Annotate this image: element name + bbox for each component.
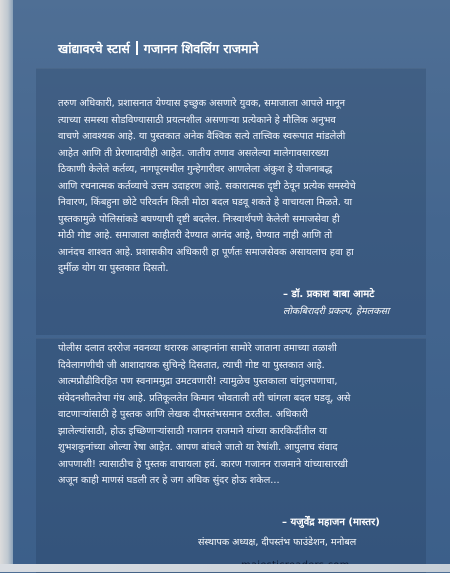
review-line: आहेत आणि ती प्रेरणादायीही आहेत. जातीय तणाव असलेल्या मालेगावसारख्या (58, 147, 329, 159)
review-line: आपणाशी! त्यासाठीच हे पुस्तक वाचायला हवं. कारण गजानन राजमाने यांच्यासारखी (58, 458, 348, 470)
review-1-text (58, 96, 420, 278)
review-line: वाटणाऱ्यांसाठी हे पुस्तक आणि लेखक दीपस्तंभसमान ठरतील. अधिकारी (58, 409, 308, 420)
review-line: वाचणे आवश्यक आहे. या पुस्तकात अनेक वैश्विक सत्ये तात्त्विक स्वरूपात मांडलेली (58, 131, 346, 142)
review-line: पोलीस दलात दररोज नवनव्या थरारक आव्हानांना सामोरे जाताना तमाच्या तळाशी (58, 343, 337, 354)
author-name: गजानन शिवलिंग राजमाने (143, 41, 259, 56)
review-line: झालेल्यांसाठी, होऊ इच्छिणाऱ्यांसाठी गजानन राजमाने यांच्या कारकिर्दीतील या (58, 425, 328, 437)
review-line: आनंदच शाश्वत आहे. प्रशासकीय अधिकारी हा पूर्णतः समाजसेवक असायलाच हवा हा (58, 246, 354, 258)
cover-header (58, 40, 403, 57)
review-line: तरुण अधिकारी, प्रशासनात येण्यास इच्छुक असणारे युवक, समाजाला आपले मानून (58, 98, 346, 109)
book-title: खांद्यावरचे स्टार्स (58, 41, 130, 56)
review-line: आत्मप्रौढीविरहित पण स्वनाममुद्रा उमटवणारी! त्यामुळेच पुस्तकाला चांगुलपणाचा, (58, 376, 338, 387)
review-line: आणि रचनात्मक कर्तव्याचे उत्तम उदाहरण आहे. सकारात्मक दृष्टी ठेवून प्रत्येक समस्येचे (58, 180, 356, 192)
review-line: अजून काही माणसं घडली तर हे जग अधिक सुंदर होऊ शकेल... (58, 475, 280, 486)
review-line: ठिकाणी केलेले कर्तव्य, नागपूरमधील गुन्हेगारीवर आणलेला अंकुश हे योजनाबद्ध (58, 164, 333, 175)
cover-spine-edge (0, 0, 13, 572)
review-line: दिवेलागणीची जी आशादायक सुचिन्हे दिसतात, त्याची गोष्ट या पुस्तकात आहे. (58, 359, 325, 371)
review-line: दुर्मीळ योग या पुस्तकात दिसतो. (58, 263, 169, 274)
review-line: शुभशकुनांच्या ओल्या रेषा आहेत. आपण बांधले जातो या रेषांशी. आपुलाच संवाद (58, 442, 338, 453)
review-1-signature-title: लोकबिरादरी प्रकल्प, हेमलकसा (283, 306, 390, 317)
review-line: त्याच्या समस्या सोडविण्यासाठी प्रयत्नशील असणाऱ्या प्रत्येकाने हे मौलिक अनुभव (58, 114, 336, 126)
review-2-signature-title: संस्थापक अध्यक्ष, दीपस्तंभ फाउंडेशन, मनोबल (198, 537, 357, 548)
review-line: मोठी गोष्ट आहे. समाजाला काहीतरी देण्यात आनंद आहे, घेण्यात नाही आणि तो (58, 230, 333, 241)
review-1-signature-name: – डॉ. प्रकाश बाबा आमटे (283, 289, 375, 300)
review-line: पुस्तकामुळे पोलिसांकडे बघण्याची दृष्टी बदलेल. निःस्वार्थपणे केलेली समाजसेवा ही (58, 213, 340, 225)
review-2-signature-name: – यजुर्वेंद्र महाजन (मास्तर) (282, 517, 380, 528)
review-line: निवारण, किंबहुना छोटे परिवर्तन किती मोठा बदल घडवू शकते हे वाचायला मिळते. या (58, 197, 353, 208)
title-separator (136, 41, 138, 55)
page-bottom-edge (0, 564, 450, 572)
review-2-text (58, 341, 420, 490)
review-line: संवेदनशीलतेचा गंध आहे. प्रतिकूलतेत किमान भोवताली तरी चांगला बदल घडवू, असे (58, 392, 351, 404)
